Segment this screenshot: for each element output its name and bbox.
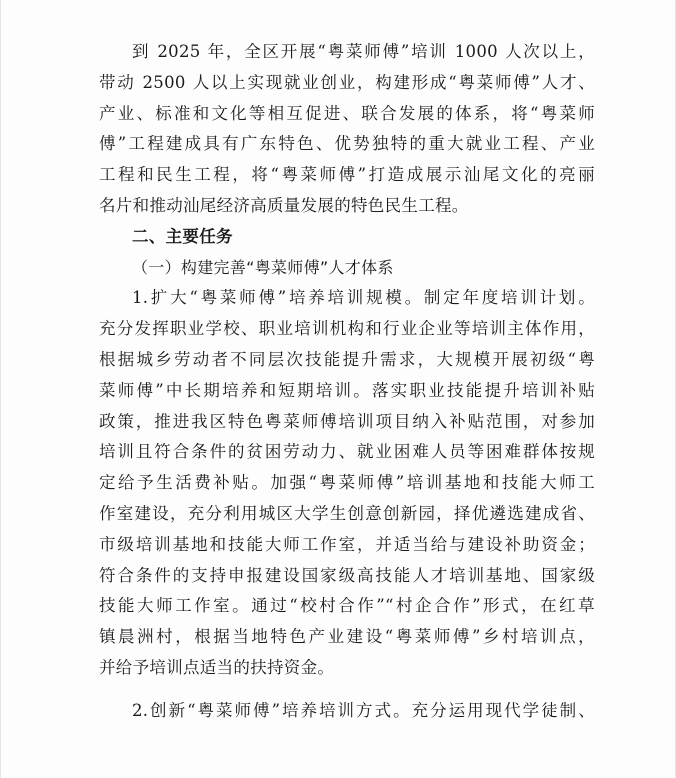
text-line: 1.扩大“粤菜师傅”培养培训规模。制定年度培训计划。	[132, 288, 595, 308]
paragraph-gap	[99, 684, 595, 696]
text-line: 镇晨洲村，根据当地特色产业建设“粤菜师傅”乡村培训点，	[99, 627, 595, 647]
text-line: 2.创新“粤菜师傅”培养培训方式。充分运用现代学徒制、	[132, 700, 595, 720]
text-line: 培训且符合条件的贫困劳动力、就业困难人员等困难群体按规	[99, 442, 595, 462]
text-line: 并给予培训点适当的扶持资金。	[99, 657, 335, 677]
text-line: 作室建设，充分利用城区大学生创意创新园，择优遴选建成省、	[99, 503, 595, 523]
document-body	[99, 37, 595, 727]
paragraph-goals	[99, 37, 595, 222]
text-line: 充分发挥职业学校、职业培训机构和行业企业等培训主体作用，	[99, 319, 595, 339]
text-line: 技能大师工作室。通过“校村合作”“村企合作”形式，在红草	[99, 596, 595, 616]
text-line: 到 2025 年，全区开展“粤菜师傅”培训 1000 人次以上，	[132, 42, 595, 61]
text-line: 符合条件的支持申报建设国家级高技能人才培训基地、国家级	[99, 565, 595, 585]
text-line: 根据城乡劳动者不同层次技能提升需求，大规模开展初级“粤	[99, 349, 595, 369]
subsection-heading: （一）构建完善“粤菜师傅”人才体系	[132, 257, 394, 277]
paragraph-task-2	[99, 696, 595, 727]
section-heading: 二、主要任务	[132, 226, 233, 246]
text-line: 政策，推进我区特色粤菜师傅培训项目纳入补贴范围，对参加	[99, 411, 595, 431]
text-line: 工程和民生工程，将“粤菜师傅”打造成展示汕尾文化的亮丽	[99, 165, 595, 185]
text-line: 傅”工程建成具有广东特色、优势独特的重大就业工程、产业	[99, 134, 595, 154]
paragraph-task-1	[99, 283, 595, 683]
text-line: 菜师傅”中长期培养和短期培训。落实职业技能提升培训补贴	[99, 380, 595, 400]
text-line: 定给予生活费补贴。加强“粤菜师傅”培训基地和技能大师工	[99, 473, 595, 493]
text-line: 市级培训基地和技能大师工作室，并适当给与建设补助资金；	[99, 534, 595, 554]
text-line: 名片和推动汕尾经济高质量发展的特色民生工程。	[99, 195, 469, 215]
text-line: 带动 2500 人以上实现就业创业，构建形成“粤菜师傅”人才、	[99, 72, 595, 92]
text-line: 产业、标准和文化等相互促进、联合发展的体系，将“粤菜师	[99, 103, 595, 123]
